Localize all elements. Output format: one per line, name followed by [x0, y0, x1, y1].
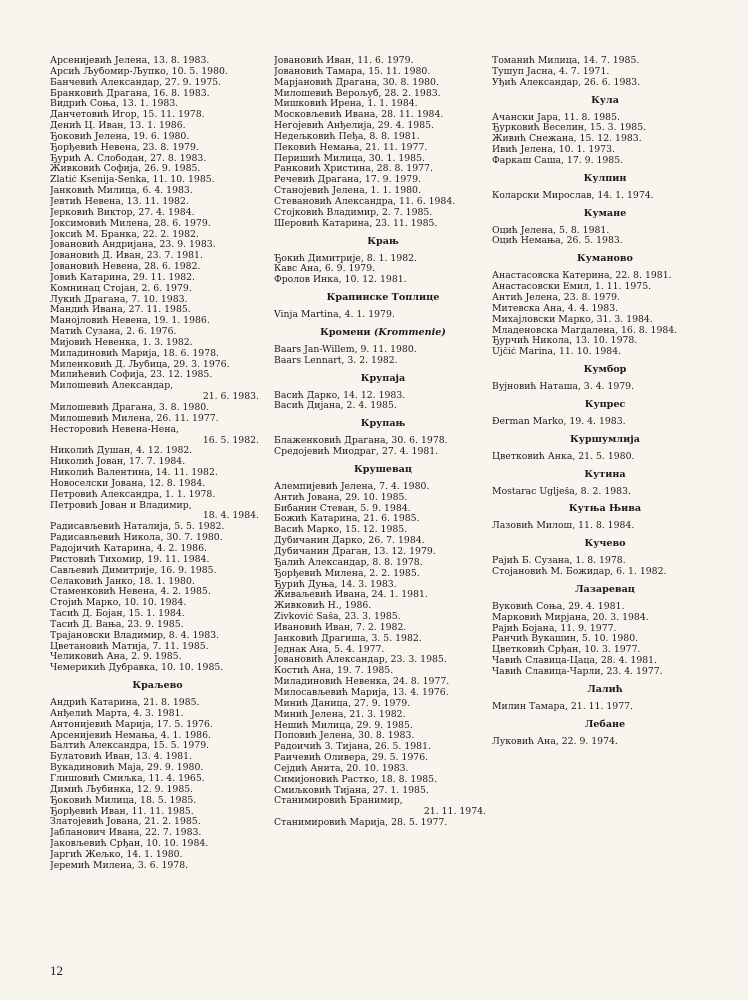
- list-entry: Чавић Славица-Цаца, 28. 4. 1981.: [492, 656, 658, 667]
- list-entry: Радисављевић Наталија, 5. 5. 1982.: [50, 522, 225, 533]
- document-page: [50, 56, 718, 936]
- list-entry: Живаљевић Ивана, 24. 1. 1981.: [274, 590, 428, 601]
- list-entry: Балтић Александра, 15. 5. 1979.: [50, 741, 210, 752]
- list-entry: Петровић Александра, 1. 1. 1978.: [50, 489, 216, 500]
- list-entry: Смиљковић Тијана, 27. 1. 1985.: [274, 785, 429, 796]
- list-entry: Милићевић Софија, 23. 12. 1985.: [50, 370, 213, 381]
- column-3: [492, 56, 718, 748]
- list-entry: Стаменковић Невена, 4. 2. 1985.: [50, 587, 211, 598]
- list-entry: Миладиновић Марија, 18. 6. 1978.: [50, 348, 219, 359]
- section-heading: [492, 202, 718, 226]
- list-entry: Милошевић Александар,: [50, 381, 174, 392]
- list-entry: Јовановић Александар, 23. 3. 1985.: [274, 655, 447, 666]
- list-entry: Đerman Marko, 19. 4. 1983.: [492, 416, 626, 427]
- section-heading: [492, 497, 718, 521]
- list-entry: Mostarac Uglješa, 8. 2. 1983.: [492, 486, 631, 497]
- column-1: [50, 56, 265, 872]
- section-heading-text: Краљево: [132, 680, 183, 692]
- list-entry: Јоксић М. Бранка, 22. 2. 1982.: [50, 229, 199, 240]
- list-entry: Тасић Д. Бојан, 15. 1. 1984.: [50, 609, 185, 620]
- list-entry: Петровић Јован и Владимир,: [50, 500, 192, 511]
- list-entry: Радоичић З. Тијана, 26. 5. 1981.: [274, 742, 431, 753]
- section-heading: [492, 713, 718, 737]
- list-entry: Јовановић Иван, 11. 6. 1979.: [274, 56, 414, 66]
- list-entry: Станимировић Марија, 28. 5. 1977.: [274, 818, 448, 829]
- list-entry: Јовановић Тамара, 15. 11. 1980.: [274, 66, 431, 77]
- section-heading: [492, 578, 718, 602]
- list-entry: Станојевић Јелена, 1. 1. 1980.: [274, 186, 421, 197]
- list-entry: Марјановић Драгана, 30. 8. 1980.: [274, 77, 439, 88]
- page-number: 12: [50, 963, 63, 978]
- section-heading-text: Крупањ: [360, 418, 406, 430]
- list-entry: Уђић Александар, 26. 6. 1983.: [492, 77, 641, 88]
- list-entry: Николић Јован, 17. 7. 1984.: [50, 457, 186, 468]
- list-entry: Николић Валентина, 14. 11. 1982.: [50, 468, 218, 479]
- list-entry: Чавић Славица-Чарли, 23. 4. 1977.: [492, 667, 663, 677]
- section-heading: [50, 674, 265, 698]
- section-heading-text: Кутина: [584, 468, 626, 480]
- list-entry: Јовановић Андријана, 23. 9. 1983.: [50, 240, 216, 251]
- section-heading-text: Крупаја: [360, 372, 406, 384]
- section-heading: [492, 393, 718, 417]
- section-heading: [274, 230, 492, 254]
- list-entry: Томанић Милица, 14. 7. 1985.: [492, 56, 640, 66]
- list-entry: Јовић Катарина, 29. 11. 1982.: [50, 272, 196, 283]
- list-entry: Ђоковић Јелена, 19. 6. 1980.: [50, 131, 190, 142]
- list-entry: Трајановски Владимир, 8. 4. 1983.: [50, 630, 220, 641]
- list-entry: Фролов Инка, 10. 12. 1981.: [274, 275, 407, 286]
- list-entry: Банчевић Александар, 27. 9. 1975.: [50, 77, 222, 88]
- list-entry: Костић Ана, 19. 7. 1985.: [274, 666, 394, 677]
- section-heading-alt: (Krommenie): [373, 326, 446, 338]
- list-entry: Московљевић Ивана, 28. 11. 1984.: [274, 110, 444, 121]
- list-entry: Нешић Милица, 29. 9. 1985.: [274, 720, 413, 731]
- list-entry: Живковић Н., 1986.: [274, 601, 372, 612]
- section-heading: [492, 428, 718, 452]
- list-entry: Васић Марко, 15. 12. 1985.: [274, 525, 408, 536]
- section-heading-text: Кучево: [584, 538, 626, 550]
- section-heading-text: Лазаревац: [575, 583, 635, 595]
- section-heading: [274, 412, 492, 436]
- list-entry: Тасић Д. Вања, 23. 9. 1985.: [50, 619, 184, 630]
- list-entry: Вуковић Соња, 29. 4. 1981.: [492, 601, 625, 612]
- section-heading-text: Лебане: [584, 718, 626, 730]
- list-entry: Рајић Б. Сузана, 1. 8. 1978.: [492, 556, 626, 567]
- list-entry: Булатовић Иван, 13. 4. 1981.: [50, 752, 193, 763]
- list-entry: Васић Дијана, 2. 4. 1985.: [274, 401, 397, 412]
- list-entry: Пековић Немања, 21. 11. 1977.: [274, 142, 428, 153]
- list-entry: Матић Сузана, 2. 6. 1976.: [50, 327, 177, 338]
- list-entry: Стојковић Владимир, 2. 7. 1985.: [274, 207, 433, 218]
- list-entry: Арсенијевић Јелена, 13. 8. 1983.: [50, 56, 210, 66]
- list-entry: Младеновска Магдалена, 16. 8. 1984.: [492, 325, 678, 336]
- list-entry: Сеjдић Анита, 20. 10. 1983.: [274, 763, 409, 774]
- list-entry: Ujčić Marina, 11. 10. 1984.: [492, 347, 622, 358]
- section-heading: [492, 167, 718, 191]
- entry-continuation: 16. 5. 1982.: [202, 435, 259, 446]
- list-entry: Стојановић М. Божидар, 6. 1. 1982.: [492, 567, 667, 578]
- column-2: [274, 56, 492, 829]
- list-entry: Цветановић Матија, 7. 11. 1985.: [50, 641, 209, 652]
- list-entry: Раичевић Оливера, 29. 5. 1976.: [274, 753, 429, 764]
- list-entry: Денић Ц. Иван, 13. 1. 1986.: [50, 121, 186, 132]
- list-entry: Ђорђевић Невена, 23. 8. 1979.: [50, 142, 199, 153]
- section-heading-text: Кутња Њива: [568, 503, 642, 515]
- section-heading-text: Крушевац: [354, 463, 412, 475]
- list-entry: Бранковић Драгана, 16. 8. 1983.: [50, 88, 210, 99]
- list-entry: Арсић Љубомир-Љупко, 10. 5. 1980.: [50, 66, 228, 77]
- list-entry: Милосављевић Марија, 13. 4. 1976.: [274, 687, 449, 698]
- list-entry: Живковић Софија, 26. 9. 1985.: [50, 164, 201, 175]
- list-entry: Димић Љубинка, 12. 9. 1985.: [50, 784, 194, 795]
- list-entry: Милин Тамара, 21. 11. 1977.: [492, 701, 633, 712]
- list-entry: Антић Јелена, 23. 8. 1979.: [492, 292, 620, 303]
- section-heading: [492, 532, 718, 556]
- section-heading: [492, 358, 718, 382]
- list-entry: Златојевић Јована, 21. 2. 1985.: [50, 817, 201, 828]
- list-entry: Алемпијевић Јелена, 7. 4. 1980.: [274, 481, 430, 492]
- list-entry: Блаженковић Драгана, 30. 6. 1978.: [274, 436, 448, 447]
- list-entry: Данчетовић Игор, 15. 11. 1978.: [50, 110, 205, 121]
- list-entry: Живић Снежана, 15. 12. 1983.: [492, 134, 642, 145]
- list-entry: Манојловић Невена, 19. 1. 1986.: [50, 316, 210, 327]
- entry-continuation: 18. 4. 1984.: [202, 511, 259, 522]
- list-entry: Миленковић Д. Љубица, 29. 3. 1976.: [50, 359, 230, 370]
- list-entry: Ранковић Христина, 28. 8. 1977.: [274, 164, 433, 175]
- list-entry: Јанковић Милица, 6. 4. 1983.: [50, 186, 193, 197]
- list-entry: Радисављевић Никола, 30. 7. 1980.: [50, 533, 223, 544]
- section-heading-text: Крапинске Топлице: [326, 292, 440, 304]
- list-entry: Фаркаш Саша, 17. 9. 1985.: [492, 155, 624, 166]
- section-heading: [274, 367, 492, 391]
- list-entry: Средојевић Миодраг, 27. 4. 1981.: [274, 447, 439, 458]
- list-entry: Baars Lennart, 3. 2. 1982.: [274, 355, 398, 366]
- list-entry: Николић Душан, 4. 12. 1982.: [50, 446, 193, 457]
- list-entry: Андрић Катарина, 21. 8. 1985.: [50, 698, 200, 709]
- section-heading: [492, 89, 718, 113]
- section-heading: [274, 286, 492, 310]
- list-entry: Živković Saša, 23. 3. 1985.: [274, 612, 401, 623]
- list-entry: Ивановић Иван, 7. 2. 1982.: [274, 622, 407, 633]
- list-entry: Марковић Мирјана, 20. 3. 1984.: [492, 612, 649, 623]
- list-entry: Оцић Немања, 26. 5. 1983.: [492, 236, 623, 247]
- list-entry: Анастасовска Катерина, 22. 8. 1981.: [492, 271, 672, 282]
- list-entry: Минић Јелена, 21. 3. 1982.: [274, 709, 406, 720]
- list-entry: Милошевић Верољуб, 28. 2. 1983.: [274, 88, 441, 99]
- list-entry: Вукадиновић Маја, 29. 9. 1980.: [50, 763, 204, 774]
- list-entry: Јовановић Невена, 28. 6. 1982.: [50, 262, 201, 273]
- list-entry: Јоксимовић Милена, 28. 6. 1979.: [50, 218, 211, 229]
- list-entry: Мандић Ивана, 27. 11. 1985.: [50, 305, 191, 316]
- list-entry: Цветковић Анка, 21. 5. 1980.: [492, 451, 635, 462]
- list-entry: Baars Jan-Willem, 9. 11. 1980.: [274, 344, 417, 355]
- entry-continuation: 21. 11. 1974.: [423, 807, 486, 818]
- section-heading-text: Кумане: [583, 207, 627, 219]
- list-entry: Ђоковић Милица, 18. 5. 1985.: [50, 795, 197, 806]
- list-entry: Антић Јована, 29. 10. 1985.: [274, 492, 408, 503]
- list-entry: Стевановић Александра, 11. 6. 1984.: [274, 196, 456, 207]
- list-entry: Јевтић Невена, 13. 11. 1982.: [50, 196, 189, 207]
- list-entry: Чемерикић Дубравка, 10. 10. 1985.: [50, 663, 224, 674]
- list-entry: Несторовић Невена-Нена,: [50, 424, 180, 435]
- list-entry: Ђорђевић Иван, 11. 11. 1985.: [50, 806, 194, 817]
- list-entry: Речевић Драгана, 17. 9. 1979.: [274, 175, 422, 186]
- section-heading-text: Кула: [591, 94, 619, 106]
- entry-continuation: 21. 6. 1983.: [202, 392, 259, 403]
- list-entry: Симијоновић Растко, 18. 8. 1985.: [274, 774, 438, 785]
- list-entry: Ђурчић Никола, 13. 10. 1978.: [492, 336, 638, 347]
- list-entry: Радојичић Катарина, 4. 2. 1986.: [50, 543, 207, 554]
- list-entry: Негојевић Анђелија, 29. 4. 1985.: [274, 121, 434, 132]
- section-heading-text: Куршумлија: [570, 433, 640, 445]
- list-entry: Ђурић Дуња, 14. 3. 1983.: [274, 579, 397, 590]
- list-entry: Дубичанин Дарко, 26. 7. 1984.: [274, 536, 425, 547]
- list-entry: Јанковић Драгиша, 3. 5. 1982.: [274, 633, 422, 644]
- list-entry: Ранчић Вукашин, 5. 10. 1980.: [492, 634, 639, 645]
- section-heading: [492, 247, 718, 271]
- list-entry: Ђорђевић Милена, 2. 2. 1985.: [274, 568, 420, 579]
- list-entry: Мишковић Ирена, 1. 1. 1984.: [274, 99, 418, 110]
- list-entry: Zlatić Ksenija-Senka, 11. 10. 1985.: [50, 175, 215, 186]
- section-heading-text: Куманово: [577, 253, 633, 265]
- list-entry: Јаргић Жељко, 14. 1. 1980.: [50, 849, 183, 860]
- list-entry: Кавс Ана, 6. 9. 1979.: [274, 264, 376, 275]
- list-entry: Vinja Martina, 4. 1. 1979.: [274, 310, 395, 321]
- list-entry: Бибанин Стеван, 5. 9. 1984.: [274, 503, 411, 514]
- list-entry: Ивић Јелена, 10. 1. 1973.: [492, 145, 615, 156]
- list-entry: Милошевић Драгана, 3. 8. 1980.: [50, 403, 210, 413]
- list-entry: Луковић Ана, 22. 9. 1974.: [492, 736, 618, 747]
- section-heading-text: Кумбор: [583, 364, 627, 376]
- section-heading: [492, 463, 718, 487]
- list-entry: Арсенијевић Немања, 4. 1. 1986.: [50, 730, 211, 741]
- list-entry: Минић Даница, 27. 9. 1979.: [274, 698, 411, 709]
- list-entry: Цветковић Срђан, 10. 3. 1977.: [492, 645, 641, 656]
- list-entry: Анастасовски Емил, 1. 11. 1975.: [492, 282, 652, 293]
- list-entry: Анђелић Марта, 4. 3. 1981.: [50, 708, 184, 719]
- section-heading: [492, 678, 718, 702]
- list-entry: Миладиновић Невенка, 24. 8. 1977.: [274, 677, 450, 688]
- list-entry: Шеровић Катарина, 23. 11. 1985.: [274, 218, 438, 229]
- list-entry: Новоселски Јована, 12. 8. 1984.: [50, 478, 206, 489]
- list-entry: Милошевић Милена, 26. 11. 1977.: [50, 413, 219, 424]
- list-entry: Михајловски Марко, 31. 3. 1984.: [492, 314, 653, 325]
- list-entry: Рајић Бојана, 11. 9. 1977.: [492, 623, 617, 634]
- list-entry: Станимировић Бранимир,: [274, 796, 403, 807]
- list-entry: Коларски Мирослав, 14. 1. 1974.: [492, 190, 654, 201]
- section-heading: [274, 458, 492, 482]
- list-entry: Глишовић Смиљка, 11. 4. 1965.: [50, 774, 205, 784]
- list-entry: Јерковић Виктор, 27. 4. 1984.: [50, 207, 195, 218]
- list-entry: Божић Катарина, 21. 6. 1985.: [274, 514, 420, 525]
- section-heading-text: Кромени: [320, 326, 371, 338]
- list-entry: Тушуп Јасна, 4. 7. 1971.: [492, 66, 610, 77]
- list-entry: Ђалић Александар, 8. 8. 1978.: [274, 557, 423, 568]
- section-heading: [274, 321, 492, 345]
- list-entry: Видрић Соња, 13. 1. 1983.: [50, 99, 179, 110]
- list-entry: Једнак Ана, 5. 4. 1977.: [274, 644, 385, 655]
- list-entry: Лукић Драгана, 7. 10. 1983.: [50, 294, 188, 305]
- list-entry: Митевска Ана, 4. 4. 1983.: [492, 303, 619, 314]
- list-entry: Јовановић Д. Иван, 23. 7. 1981.: [50, 251, 203, 262]
- list-entry: Сављевић Димитрије, 16. 9. 1985.: [50, 565, 217, 576]
- list-entry: Ђурић А. Слободан, 27. 8. 1983.: [50, 153, 207, 164]
- list-entry: Јеремић Милена, 3. 6. 1978.: [50, 860, 189, 871]
- list-entry: Комнинац Стојан, 2. 6. 1979.: [50, 283, 192, 294]
- list-entry: Селаковић Јанко, 18. 1. 1980.: [50, 576, 195, 587]
- list-entry: Јабланович Ивана, 22. 7. 1983.: [50, 828, 202, 839]
- list-entry: Челиковић Ана, 2. 9. 1985.: [50, 652, 182, 663]
- list-entry: Ачански Јара, 11. 8. 1985.: [492, 112, 620, 123]
- list-entry: Стојић Марко, 10. 10. 1984.: [50, 598, 187, 609]
- list-entry: Лазовић Милош, 11. 8. 1984.: [492, 521, 635, 532]
- list-entry: Ристовић Тихомир, 19. 11. 1984.: [50, 554, 210, 565]
- list-entry: Јаковљевић Срђан, 10. 10. 1984.: [50, 839, 209, 850]
- list-entry: Вујновић Наташа, 3. 4. 1979.: [492, 382, 635, 393]
- list-entry: Перишић Милица, 30. 1. 1985.: [274, 153, 425, 164]
- list-entry: Оцић Јелена, 5. 8. 1981.: [492, 225, 610, 236]
- list-entry: Ђокић Димитрије, 8. 1. 1982.: [274, 253, 418, 264]
- list-entry: Дубичанин Драган, 13. 12. 1979.: [274, 547, 436, 557]
- section-heading-text: Кулпин: [583, 172, 627, 184]
- list-entry: Васић Дарко, 14. 12. 1983.: [274, 390, 406, 401]
- list-entry: Антонијевић Марија, 17. 5. 1976.: [50, 719, 213, 730]
- list-entry: Недељковић Пеђа, 8. 8. 1981.: [274, 131, 420, 142]
- section-heading-text: Крањ: [367, 235, 399, 247]
- list-entry: Ђурковић Веселин, 15. 3. 1985.: [492, 123, 647, 134]
- section-heading-text: Лалић: [587, 683, 623, 695]
- section-heading-text: Купрес: [584, 398, 626, 410]
- list-entry: Поповић Јелена, 30. 8. 1983.: [274, 731, 415, 742]
- list-entry: Мијовић Невенка, 1. 3. 1982.: [50, 337, 193, 348]
